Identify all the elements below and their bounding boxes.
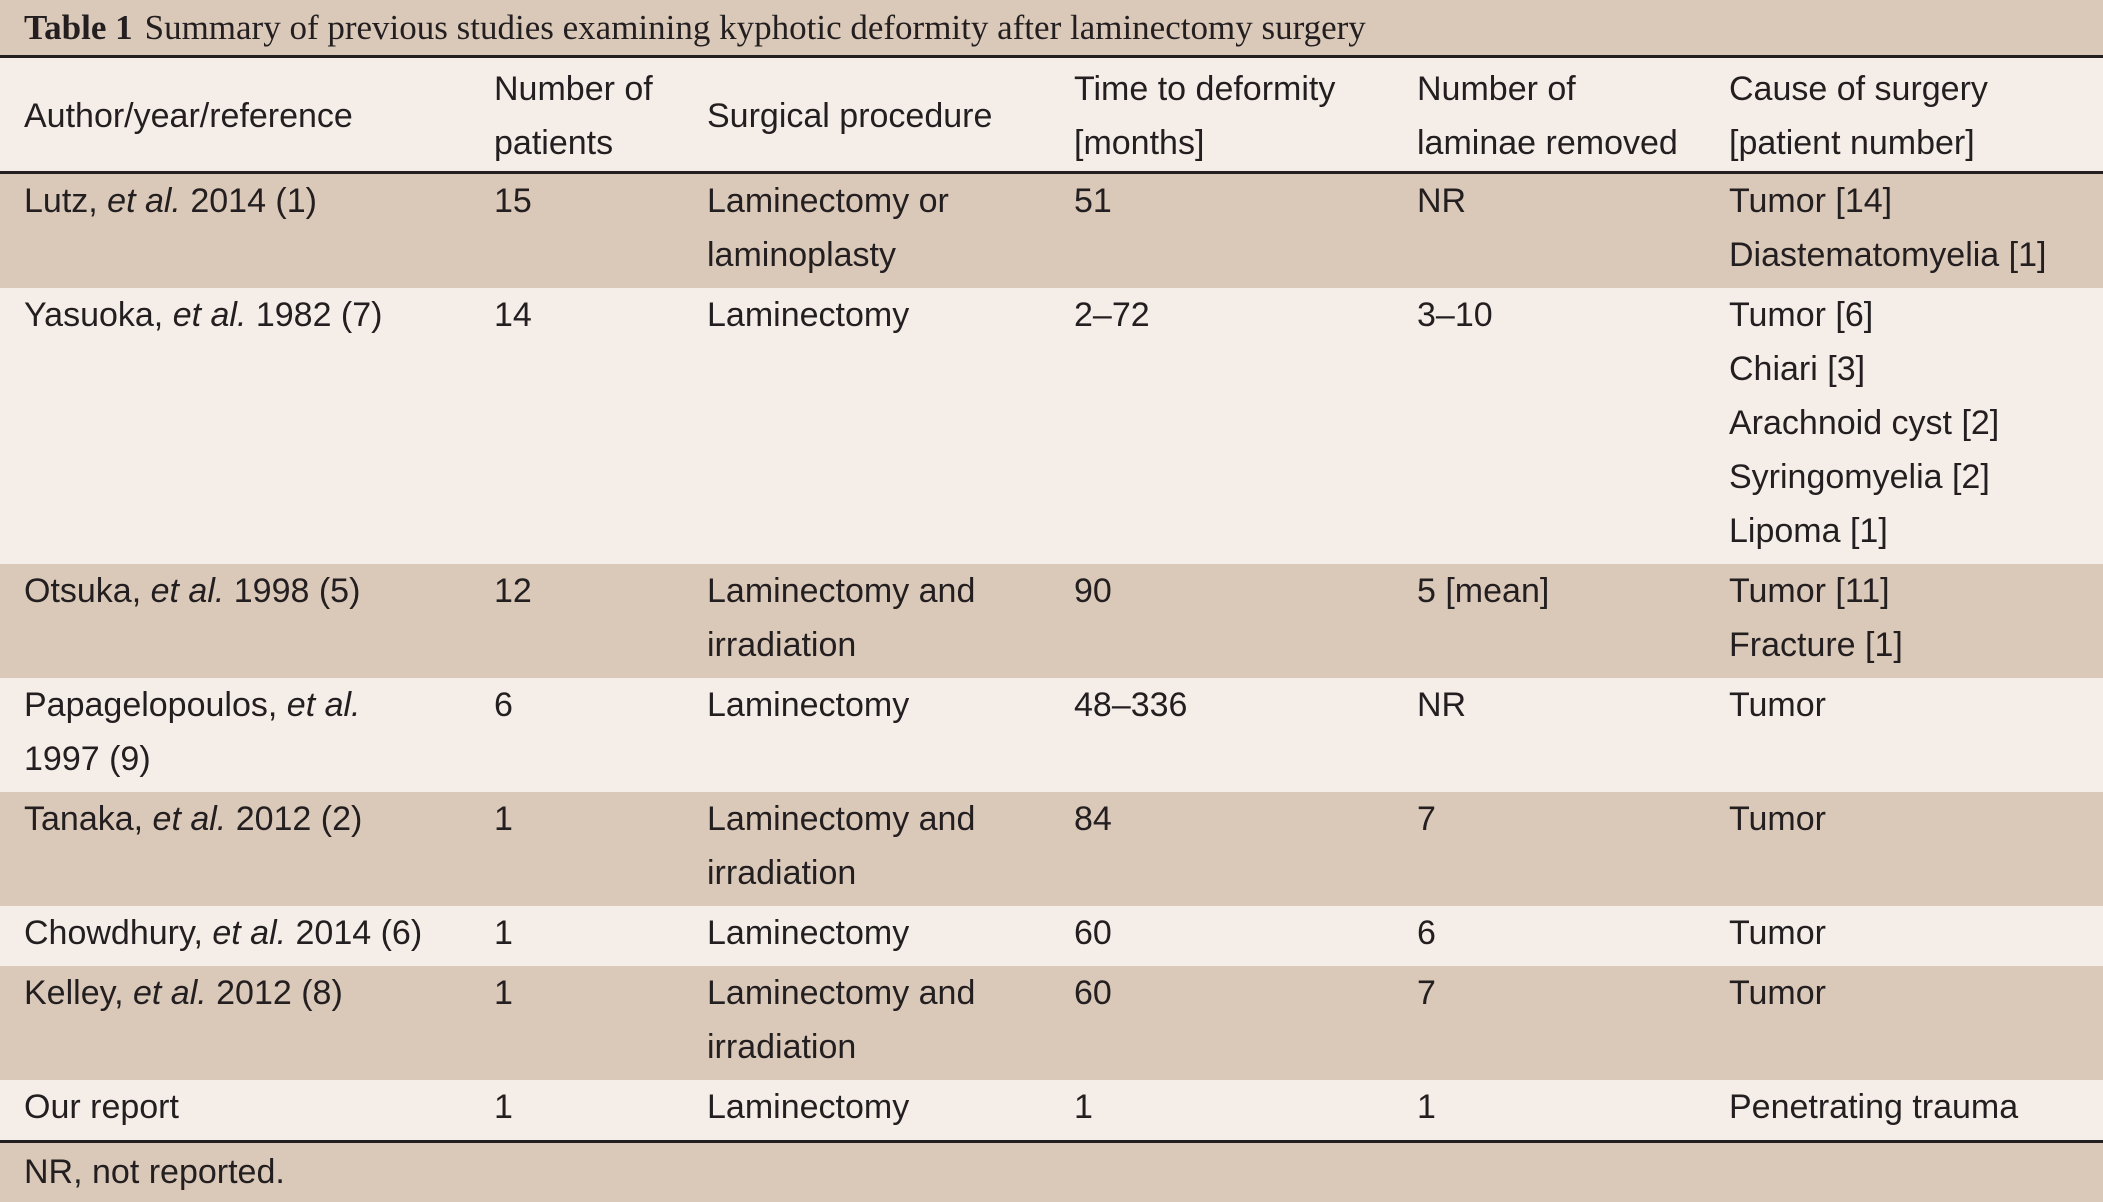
author-year-ref: 1997 (9) bbox=[24, 739, 151, 778]
cell-cause bbox=[1705, 792, 2103, 906]
cell-laminae: 5 [mean] bbox=[1393, 564, 1705, 678]
cell-procedure bbox=[683, 906, 1050, 966]
author-name: Lutz, bbox=[24, 181, 108, 220]
cell-time: 51 bbox=[1050, 172, 1393, 288]
header-author-line-1: Author/year/reference bbox=[24, 96, 353, 135]
cell-procedure-line: Laminectomy and bbox=[707, 571, 976, 610]
cell-cause-line: Tumor bbox=[1729, 685, 1826, 724]
author-name: Our report bbox=[24, 1087, 179, 1126]
table-caption bbox=[0, 0, 2103, 58]
header-time bbox=[1050, 58, 1393, 172]
author-etal: et al. bbox=[152, 799, 227, 838]
cell-author bbox=[0, 966, 470, 1080]
cell-time: 60 bbox=[1050, 906, 1393, 966]
author-name: Otsuka, bbox=[24, 571, 151, 610]
header-cause-line-2: [patient number] bbox=[1729, 123, 1975, 162]
header-patients bbox=[470, 58, 683, 172]
cell-author bbox=[0, 792, 470, 906]
cell-cause-line: Arachnoid cyst [2] bbox=[1729, 403, 2000, 442]
studies-table bbox=[0, 58, 2103, 1143]
cell-procedure bbox=[683, 966, 1050, 1080]
author-name: Kelley, bbox=[24, 973, 133, 1012]
author-year-ref: 1982 (7) bbox=[246, 295, 383, 334]
header-cause-line-1: Cause of surgery bbox=[1729, 69, 1988, 108]
cell-cause-line: Tumor bbox=[1729, 973, 1826, 1012]
cell-time: 1 bbox=[1050, 1080, 1393, 1142]
author-year-ref: 2014 (6) bbox=[286, 913, 423, 952]
table-caption-text: Summary of previous studies examining kyphotic deformity after laminectomy surgery bbox=[144, 7, 1366, 47]
cell-procedure bbox=[683, 564, 1050, 678]
header-author bbox=[0, 58, 470, 172]
cell-time: 60 bbox=[1050, 966, 1393, 1080]
cell-cause-line: Lipoma [1] bbox=[1729, 511, 1888, 550]
cell-cause-line: Tumor bbox=[1729, 913, 1826, 952]
cell-patients: 6 bbox=[470, 678, 683, 792]
author-etal: et al. bbox=[172, 295, 247, 334]
cell-procedure bbox=[683, 792, 1050, 906]
cell-author bbox=[0, 1080, 470, 1142]
cell-time: 84 bbox=[1050, 792, 1393, 906]
author-name: Yasuoka, bbox=[24, 295, 173, 334]
cell-cause-line: Tumor [11] bbox=[1729, 571, 1890, 610]
table-row bbox=[0, 288, 2103, 564]
cell-patients: 14 bbox=[470, 288, 683, 564]
cell-cause-line: Fracture [1] bbox=[1729, 625, 1903, 664]
header-procedure bbox=[683, 58, 1050, 172]
header-laminae-line-2: laminae removed bbox=[1417, 123, 1678, 162]
author-name: Tanaka, bbox=[24, 799, 153, 838]
cell-laminae: 7 bbox=[1393, 792, 1705, 906]
table-row bbox=[0, 678, 2103, 792]
header-time-line-2: [months] bbox=[1074, 123, 1205, 162]
header-laminae-line-1: Number of bbox=[1417, 69, 1576, 108]
cell-patients: 1 bbox=[470, 792, 683, 906]
cell-cause bbox=[1705, 172, 2103, 288]
table-row bbox=[0, 564, 2103, 678]
author-etal: et al. bbox=[212, 913, 287, 952]
header-patients-line-1: Number of bbox=[494, 69, 653, 108]
cell-procedure-line: irradiation bbox=[707, 625, 857, 664]
author-name: Papagelopoulos, bbox=[24, 685, 287, 724]
cell-time: 2–72 bbox=[1050, 288, 1393, 564]
cell-laminae: 6 bbox=[1393, 906, 1705, 966]
cell-laminae: NR bbox=[1393, 678, 1705, 792]
cell-laminae: 1 bbox=[1393, 1080, 1705, 1142]
table-row bbox=[0, 172, 2103, 288]
cell-cause-line: Tumor [6] bbox=[1729, 295, 1874, 334]
table-row bbox=[0, 906, 2103, 966]
cell-patients: 1 bbox=[470, 1080, 683, 1142]
table-row bbox=[0, 1080, 2103, 1142]
cell-patients: 15 bbox=[470, 172, 683, 288]
header-procedure-line-1: Surgical procedure bbox=[707, 96, 993, 135]
cell-procedure-line: Laminectomy and bbox=[707, 973, 976, 1012]
author-name: Chowdhury, bbox=[24, 913, 213, 952]
cell-author bbox=[0, 678, 470, 792]
cell-cause-line: Syringomyelia [2] bbox=[1729, 457, 1990, 496]
cell-procedure bbox=[683, 678, 1050, 792]
cell-cause bbox=[1705, 906, 2103, 966]
table-footnote: NR, not reported. bbox=[0, 1143, 2103, 1202]
cell-laminae: NR bbox=[1393, 172, 1705, 288]
header-laminae bbox=[1393, 58, 1705, 172]
cell-cause bbox=[1705, 564, 2103, 678]
author-year-ref: 2012 (8) bbox=[206, 973, 343, 1012]
cell-cause-line: Diastematomyelia [1] bbox=[1729, 235, 2047, 274]
cell-procedure bbox=[683, 1080, 1050, 1142]
header-time-line-1: Time to deformity bbox=[1074, 69, 1336, 108]
cell-time: 90 bbox=[1050, 564, 1393, 678]
table-row bbox=[0, 792, 2103, 906]
cell-procedure bbox=[683, 172, 1050, 288]
cell-procedure-line: Laminectomy bbox=[707, 913, 910, 952]
table-header-row bbox=[0, 58, 2103, 172]
cell-patients: 12 bbox=[470, 564, 683, 678]
cell-cause bbox=[1705, 1080, 2103, 1142]
cell-procedure-line: Laminectomy bbox=[707, 1087, 910, 1126]
author-etal: et al. bbox=[150, 571, 225, 610]
table-body bbox=[0, 172, 2103, 1141]
cell-procedure-line: irradiation bbox=[707, 1027, 857, 1066]
header-cause bbox=[1705, 58, 2103, 172]
author-year-ref: 2012 (2) bbox=[226, 799, 363, 838]
cell-cause-line: Tumor [14] bbox=[1729, 181, 1893, 220]
cell-procedure-line: laminoplasty bbox=[707, 235, 896, 274]
cell-procedure-line: Laminectomy bbox=[707, 685, 910, 724]
table-row bbox=[0, 966, 2103, 1080]
cell-time: 48–336 bbox=[1050, 678, 1393, 792]
cell-cause bbox=[1705, 966, 2103, 1080]
author-etal: et al. bbox=[132, 973, 207, 1012]
author-year-ref: 2014 (1) bbox=[180, 181, 317, 220]
cell-laminae: 7 bbox=[1393, 966, 1705, 1080]
cell-author bbox=[0, 288, 470, 564]
cell-author bbox=[0, 906, 470, 966]
cell-cause-line: Penetrating trauma bbox=[1729, 1087, 2019, 1126]
author-etal: et al. bbox=[286, 685, 361, 724]
cell-procedure bbox=[683, 288, 1050, 564]
cell-cause bbox=[1705, 288, 2103, 564]
cell-laminae: 3–10 bbox=[1393, 288, 1705, 564]
cell-author bbox=[0, 172, 470, 288]
cell-procedure-line: Laminectomy and bbox=[707, 799, 976, 838]
cell-cause-line: Tumor bbox=[1729, 799, 1826, 838]
cell-procedure-line: irradiation bbox=[707, 853, 857, 892]
header-patients-line-2: patients bbox=[494, 123, 614, 162]
cell-cause bbox=[1705, 678, 2103, 792]
cell-patients: 1 bbox=[470, 966, 683, 1080]
author-etal: et al. bbox=[107, 181, 181, 220]
author-year-ref: 1998 (5) bbox=[224, 571, 361, 610]
cell-author bbox=[0, 564, 470, 678]
table-caption-label: Table 1 bbox=[24, 7, 133, 47]
cell-procedure-line: Laminectomy bbox=[707, 295, 910, 334]
cell-cause-line: Chiari [3] bbox=[1729, 349, 1866, 388]
cell-procedure-line: Laminectomy or bbox=[707, 181, 949, 220]
cell-patients: 1 bbox=[470, 906, 683, 966]
